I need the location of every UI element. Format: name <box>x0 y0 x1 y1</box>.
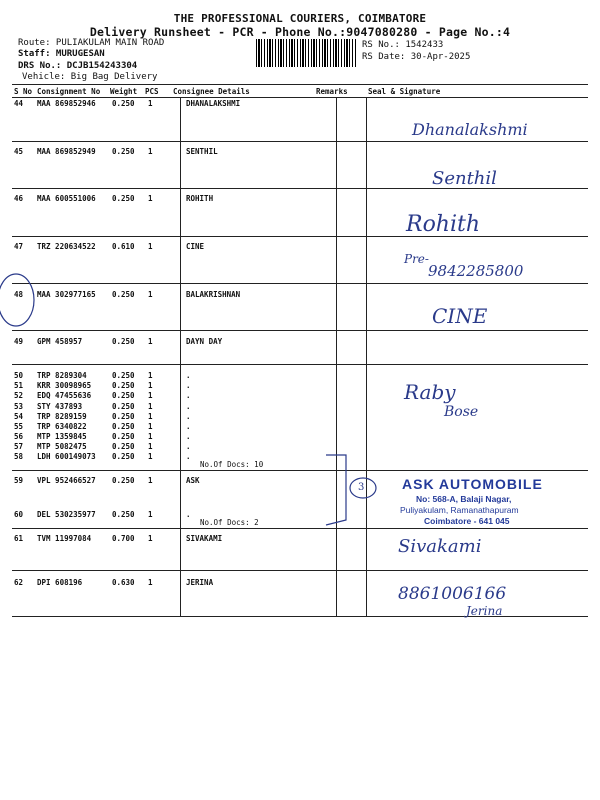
row-60-cons: DEL 530235977 <box>37 510 96 519</box>
row-45-wt: 0.250 <box>112 147 135 156</box>
row-44-cons: MAA 869852946 <box>37 99 96 108</box>
signature-44: Dhanalakshmi <box>412 120 528 139</box>
row-50-name: . <box>186 371 191 380</box>
route-label: Route: PULIAKULAM MAIN ROAD <box>18 38 165 48</box>
row-48-cons: MAA 302977165 <box>37 290 96 299</box>
rows2-docs-count: No.Of Docs: 2 <box>200 518 259 527</box>
signature-61: Sivakami <box>398 536 482 557</box>
bracket-mark <box>326 455 346 525</box>
row-46-cons: MAA 600551006 <box>37 194 96 203</box>
row-53-sno: 53 <box>14 402 24 411</box>
row-62-name: JERINA <box>186 578 214 587</box>
circle-mark <box>0 274 34 326</box>
signature-50: Raby <box>404 380 456 404</box>
col-sno: S No <box>14 87 33 96</box>
row-56-cons: MTP 1359845 <box>37 432 87 441</box>
row-47-sno: 47 <box>14 242 24 251</box>
row-55-cons: TRP 6340822 <box>37 422 87 431</box>
row-49-cons: GPM 458957 <box>37 337 83 346</box>
row-57-sno: 57 <box>14 442 24 451</box>
row-46-pcs: 1 <box>148 194 153 203</box>
row-48-wt: 0.250 <box>112 290 135 299</box>
row-56-pcs: 1 <box>148 432 153 441</box>
row-61-pcs: 1 <box>148 534 153 543</box>
row-60-wt: 0.250 <box>112 510 135 519</box>
col-pcs: PCS <box>145 87 159 96</box>
stamp-line-1: ASK AUTOMOBILE <box>402 476 543 492</box>
row-45-pcs: 1 <box>148 147 153 156</box>
row-44-name: DHANALAKSHMI <box>186 99 241 108</box>
row-55-pcs: 1 <box>148 422 153 431</box>
row-46-name: ROHITH <box>186 194 214 203</box>
row-44-pcs: 1 <box>148 99 153 108</box>
row-54-name: . <box>186 412 191 421</box>
row-59-pcs: 1 <box>148 476 153 485</box>
row-53-name: . <box>186 402 191 411</box>
staff-label: Staff: MURUGESAN <box>18 49 105 59</box>
row-58-sno: 58 <box>14 452 24 461</box>
rs-no-label: RS No.: 1542433 <box>362 40 444 50</box>
row-47-cons: TRZ 220634522 <box>37 242 96 251</box>
col-consignment: Consignment No <box>37 87 101 96</box>
stamp-line-3: Puliyakulam, Ramanathapuram <box>400 505 519 515</box>
company-title: THE PROFESSIONAL COURIERS, COIMBATORE <box>173 12 427 25</box>
row-45-cons: MAA 869852949 <box>37 147 96 156</box>
row-47-pcs: 1 <box>148 242 153 251</box>
row-49-name: DAYN DAY <box>186 337 223 346</box>
signature-62b: Jerina <box>466 604 503 618</box>
row-60-pcs: 1 <box>148 510 153 519</box>
row-45-sno: 45 <box>14 147 24 156</box>
row-51-name: . <box>186 381 191 390</box>
signature-48: CINE <box>432 304 488 328</box>
row-44-sno: 44 <box>14 99 24 108</box>
col-weight: Weight <box>110 87 138 96</box>
row-45-name: SENTHIL <box>186 147 218 156</box>
row-61-wt: 0.700 <box>112 534 135 543</box>
row-49-wt: 0.250 <box>112 337 135 346</box>
row-52-wt: 0.250 <box>112 391 135 400</box>
row-62-wt: 0.630 <box>112 578 135 587</box>
row-47-name: CINE <box>186 242 205 251</box>
row-44-wt: 0.250 <box>112 99 135 108</box>
row-62-cons: DPI 608196 <box>37 578 83 587</box>
row-56-name: . <box>186 432 191 441</box>
row-52-pcs: 1 <box>148 391 153 400</box>
row-57-name: . <box>186 442 191 451</box>
row-53-cons: STY 437893 <box>37 402 83 411</box>
vehicle-label: Vehicle: Big Bag Delivery <box>22 72 158 82</box>
row-49-pcs: 1 <box>148 337 153 346</box>
row-56-wt: 0.250 <box>112 432 135 441</box>
row-48-sno: 48 <box>14 290 24 299</box>
row-59-sno: 59 <box>14 476 24 485</box>
row-54-pcs: 1 <box>148 412 153 421</box>
row-55-wt: 0.250 <box>112 422 135 431</box>
row-62-sno: 62 <box>14 578 24 587</box>
signature-47b: 9842285800 <box>428 262 524 280</box>
rs-date-label: RS Date: 30-Apr-2025 <box>362 52 471 62</box>
row-59-wt: 0.250 <box>112 476 135 485</box>
row-58-pcs: 1 <box>148 452 153 461</box>
row-59-cons: VPL 952466527 <box>37 476 96 485</box>
row-50-pcs: 1 <box>148 371 153 380</box>
group-docs-count: No.Of Docs: 10 <box>200 460 264 469</box>
stamp-line-4: Coimbatore - 641 045 <box>424 516 510 526</box>
row-58-wt: 0.250 <box>112 452 135 461</box>
row-46-sno: 46 <box>14 194 24 203</box>
row-60-name: . <box>186 510 191 519</box>
row-54-wt: 0.250 <box>112 412 135 421</box>
row-50-cons: TRP 8289304 <box>37 371 87 380</box>
row-48-name: BALAKRISHNAN <box>186 290 241 299</box>
row-55-name: . <box>186 422 191 431</box>
row-61-sno: 61 <box>14 534 24 543</box>
row-61-name: SIVAKAMI <box>186 534 223 543</box>
signature-46: Rohith <box>406 212 481 237</box>
row-52-name: . <box>186 391 191 400</box>
row-50-wt: 0.250 <box>112 371 135 380</box>
row-50-sno: 50 <box>14 371 24 380</box>
stamp-line-2: No: 568-A, Balaji Nagar, <box>416 494 512 504</box>
row-51-sno: 51 <box>14 381 24 390</box>
row-57-cons: MTP 5082475 <box>37 442 87 451</box>
row-56-sno: 56 <box>14 432 24 441</box>
row-51-pcs: 1 <box>148 381 153 390</box>
drs-label: DRS No.: DCJB154243304 <box>18 61 138 71</box>
col-remarks: Remarks <box>316 87 348 96</box>
row-61-cons: TVM 11997084 <box>37 534 92 543</box>
row-54-cons: TRP 8289159 <box>37 412 87 421</box>
row-52-cons: EDQ 47455636 <box>37 391 92 400</box>
signature-45: Senthil <box>432 168 497 189</box>
row-58-name: . <box>186 452 191 461</box>
row-51-wt: 0.250 <box>112 381 135 390</box>
signature-47a: Pre- <box>404 252 429 266</box>
row-59-name: ASK <box>186 476 200 485</box>
col-signature: Seal & Signature <box>368 87 441 96</box>
row-47-wt: 0.610 <box>112 242 135 251</box>
row-52-sno: 52 <box>14 391 24 400</box>
row-58-cons: LDH 600149073 <box>37 452 96 461</box>
row-60-sno: 60 <box>14 510 24 519</box>
signature-62a: 8861006166 <box>398 584 507 604</box>
row-53-wt: 0.250 <box>112 402 135 411</box>
runsheet-subtitle: Delivery Runsheet - PCR - Phone No.:9047080280 - Page No.:4 <box>89 25 511 39</box>
row-53-pcs: 1 <box>148 402 153 411</box>
row-54-sno: 54 <box>14 412 24 421</box>
signature-50b: Bose <box>444 404 479 420</box>
row-55-sno: 55 <box>14 422 24 431</box>
row-62-pcs: 1 <box>148 578 153 587</box>
row-48-pcs: 1 <box>148 290 153 299</box>
row-57-wt: 0.250 <box>112 442 135 451</box>
row-57-pcs: 1 <box>148 442 153 451</box>
row-46-wt: 0.250 <box>112 194 135 203</box>
row-49-sno: 49 <box>14 337 24 346</box>
row-51-cons: KRR 30098965 <box>37 381 92 390</box>
col-consignee: Consignee Details <box>173 87 250 96</box>
circle-note: 3 <box>358 482 365 493</box>
